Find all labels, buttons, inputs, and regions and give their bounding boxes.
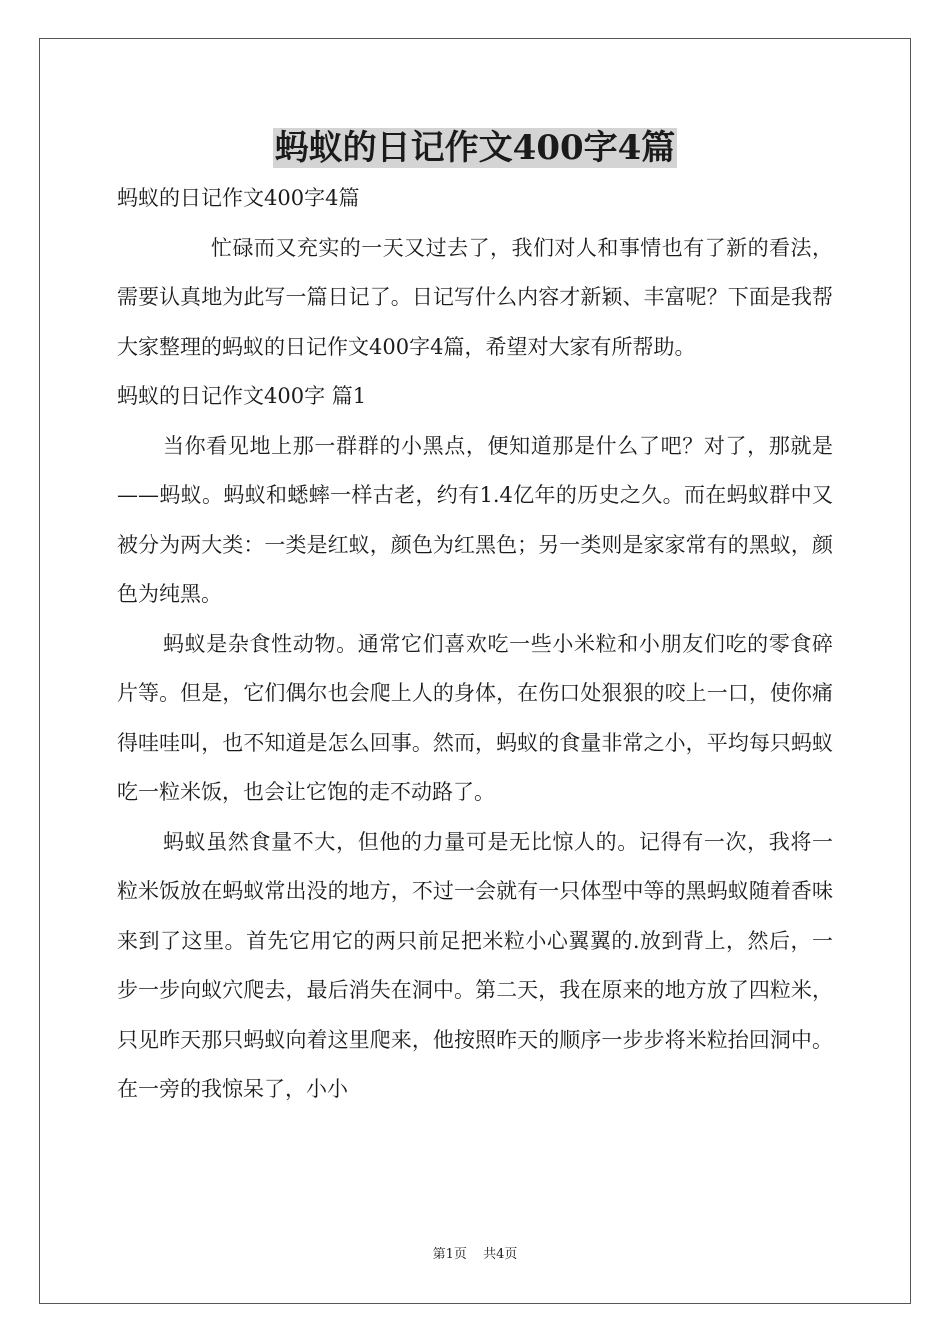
body-paragraph: 蚂蚁是杂食性动物。通常它们喜欢吃一些小米粒和小朋友们吃的零食碎片等。但是，它们偶尔也会爬上人的身体，在伤口处狠狠的咬上一口，使你痛得哇哇叫，也不知道是怎么回事。然而，蚂蚁的食量非常之小，平均每只蚂蚁吃一粒米饭，也会让它饱的走不动路了。 — [117, 631, 833, 804]
document-title: 蚂蚁的日记作文400字4篇 — [274, 128, 676, 168]
intro-paragraph: 忙碌而又充实的一天又过去了，我们对人和事情也有了新的看法，需要认真地为此写一篇日记了。日记写什么内容才新颖、丰富呢？下面是我帮大家整理的蚂蚁的日记作文400字4篇，希望对大家有所帮助。 — [117, 235, 833, 359]
title-container — [0, 128, 950, 168]
page-number-current: 第1页 — [432, 1247, 467, 1262]
page-number-total: 共4页 — [483, 1247, 518, 1262]
document-body — [117, 174, 833, 1115]
section-title: 蚂蚁的日记作文400字 篇1 — [117, 384, 367, 408]
body-paragraph: 蚂蚁虽然食量不大，但他的力量可是无比惊人的。记得有一次，我将一粒米饭放在蚂蚁常出没的地方，不过一会就有一只体型中等的黑蚂蚁随着香味来到了这里。首先它用它的两只前足把米粒小心翼翼的.放到背上，然后，一步一步向蚁穴爬去，最后消失在洞中。第二天，我在原来的地方放了四粒米，只见昨天那只蚂蚁向着这里爬来，他按照昨天的顺序一步步将米粒抬回洞中。在一旁的我惊呆了，小小 — [117, 829, 833, 1101]
body-paragraph: 当你看见地上那一群群的小黑点，便知道那是什么了吧？对了，那就是——蚂蚁。蚂蚁和蟋蟀一样古老，约有1.4亿年的历史之久。而在蚂蚁群中又被分为两大类：一类是红蚁，颜色为红黑色；另一类则是家家常有的黑蚁，颜色为纯黑。 — [117, 433, 833, 606]
document-subtitle: 蚂蚁的日记作文400字4篇 — [117, 186, 360, 210]
page-footer — [0, 1246, 950, 1264]
